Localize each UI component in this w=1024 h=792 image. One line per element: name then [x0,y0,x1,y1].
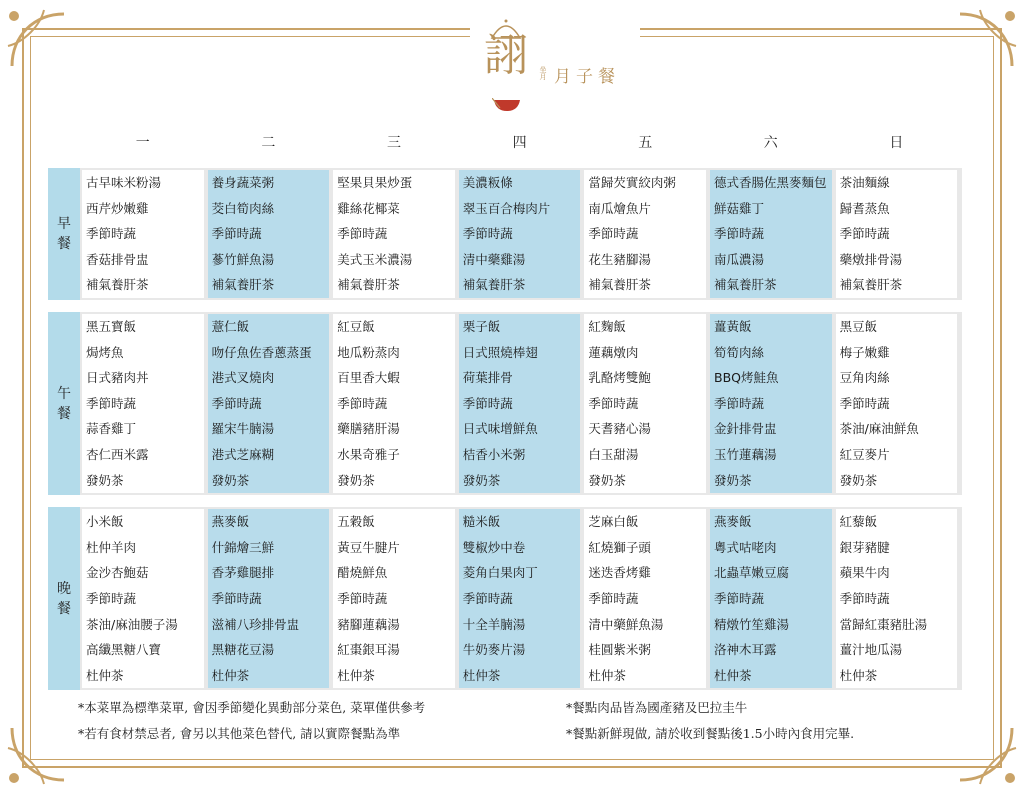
dish-cell: 地瓜粉蒸肉 [337,344,400,360]
dish-cell: 季節時蔬 [714,395,765,411]
dish-cell: 季節時蔬 [839,590,890,606]
day-column [208,170,330,298]
dish-cell: 當歸紅棗豬肚湯 [839,616,928,632]
note-meat-origin: *餐點肉品皆為國產豬及巴拉圭牛 [566,700,748,715]
day-column [333,314,455,493]
dish-cell: 補氣養肝茶 [86,277,149,293]
meal-section [48,507,962,690]
meal-label: 早 餐 [48,168,80,300]
day-column [459,170,581,298]
bowl-icon [492,98,522,112]
dish-cell: 季節時蔬 [714,226,765,242]
note-standard-menu: *本菜單為標準菜單, 會因季節變化異動部分菜色, 菜單僅供參考 [78,700,426,715]
dish-cell: 蔘竹鮮魚湯 [211,251,275,267]
dish-cell: 杜仲茶 [462,667,501,683]
dish-cell: 季節時蔬 [337,395,388,411]
dish-cell: 桂圓紫米粥 [588,642,651,658]
dish-cell: 筍筍肉絲 [714,344,765,360]
dish-cell: 黑糖花豆湯 [211,642,275,658]
dish-cell: 杜仲茶 [714,667,752,683]
dish-cell: 紅豆飯 [337,319,375,334]
dish-cell: 杜仲茶 [337,667,375,683]
dish-cell: 季節時蔬 [462,590,513,606]
dish-cell: 豆角肉絲 [839,370,890,386]
day-header: 六 [763,135,778,151]
dish-cell: 南瓜燴魚片 [588,200,651,216]
dish-cell: 香茅雞腿排 [211,565,275,581]
day-column [710,509,832,688]
dish-cell: 季節時蔬 [462,395,513,411]
dish-cell: 補氣養肝茶 [588,277,651,293]
day-header: 一 [135,135,150,151]
dish-cell: 紅麴飯 [588,319,626,334]
dish-cell: 迷迭香烤雞 [588,565,651,581]
dish-cell: 蓮藕燉肉 [588,344,639,360]
dish-cell: 乳酪烤雙鮑 [588,370,651,386]
dish-cell: 紅棗銀耳湯 [337,642,400,658]
dish-cell: 杜仲羊肉 [86,539,137,555]
dish-cell: 黑五寶飯 [86,319,137,334]
dish-cell: 羅宋牛腩湯 [211,421,275,437]
dish-cell: 發奶茶 [462,472,501,488]
dish-cell: 焗烤魚 [86,344,124,360]
dish-cell: 醋燒鮮魚 [337,565,388,581]
dish-cell: BBQ烤鮭魚 [714,370,779,386]
dish-cell: 水果奇雅子 [337,446,400,462]
dish-cell: 發奶茶 [211,472,250,488]
day-header: 二 [261,135,276,151]
dish-cell: 發奶茶 [86,472,124,488]
day-header: 三 [386,135,401,151]
dish-cell: 季節時蔬 [86,395,137,411]
dish-cell: 德式香腸佐黑麥麵包 [714,175,827,190]
dish-cell: 薏仁飯 [211,319,250,334]
dish-cell: 燕麥飯 [714,514,752,530]
dish-cell: 金沙杏鮑菇 [86,565,149,581]
dish-cell: 豬腳蓮藕湯 [337,616,400,632]
dish-cell: 雙椒炒中卷 [462,539,526,555]
day-column [710,170,832,298]
day-column [836,170,958,298]
dish-cell: 季節時蔬 [86,590,137,606]
dish-cell: 高纖黑糖八寶 [86,642,162,658]
dish-cell: 季節時蔬 [588,226,639,242]
dish-cell: 茶油/麻油鮮魚 [839,421,919,437]
dish-cell: 季節時蔬 [211,590,262,606]
dish-cell: 粵式咕咾肉 [714,539,777,555]
day-column [333,509,455,688]
dish-cell: 當歸芡實絞肉粥 [588,175,676,190]
dish-cell: 鮮菇雞丁 [714,200,765,216]
dish-cell: 發奶茶 [337,472,375,488]
dish-cell: 補氣養肝茶 [714,277,777,293]
dish-cell: 滋補八珍排骨盅 [211,616,300,632]
dish-cell: 紅藜飯 [839,514,878,530]
dish-cell: 美濃粄條 [462,175,513,190]
dish-cell: 黃豆牛腱片 [337,539,400,555]
weekly-menu-table [48,118,962,690]
dish-cell: 港式叉燒肉 [211,370,275,386]
dish-cell: 雞絲花椰菜 [337,200,400,216]
dish-cell: 燕麥飯 [211,514,250,530]
dish-cell: 銀芽豬腱 [839,539,890,555]
dish-cell: 玉竹蓮藕湯 [714,446,777,462]
day-column [584,314,706,493]
dish-cell: 杏仁西米露 [86,446,149,462]
dish-cell: 茭白筍肉絲 [211,200,275,216]
dish-cell: 桔香小米粥 [462,446,526,462]
day-column [710,314,832,493]
dish-cell: 補氣養肝茶 [839,277,903,293]
day-column [584,170,706,298]
logo-subtitle: 坐月 [539,66,547,80]
brand-logo [470,14,640,114]
dish-cell: 藥燉排骨湯 [839,251,903,267]
day-column [208,314,330,493]
corner-ornament-icon [4,6,74,76]
dish-cell: 發奶茶 [714,472,752,488]
dish-cell: 日式豬肉丼 [86,370,149,386]
dish-cell: 季節時蔬 [839,395,890,411]
dish-cell: 西芹炒嫩雞 [86,200,149,216]
page-title: 月子餐 [554,67,620,87]
day-column [82,170,204,298]
day-header: 五 [638,135,653,151]
dish-cell: 香菇排骨盅 [86,251,149,267]
dish-cell: 紅燒獅子頭 [588,539,651,555]
dish-cell: 天耆豬心湯 [588,421,651,437]
dish-cell: 栗子飯 [462,319,501,334]
dish-cell: 杜仲茶 [86,667,124,683]
dish-cell: 茶油/麻油腰子湯 [86,616,178,632]
dish-cell: 杜仲茶 [588,667,626,683]
note-consume-time: *餐點新鮮現做, 請於收到餐點後1.5小時內食用完畢. [566,726,855,741]
dish-cell: 精燉竹笙雞湯 [714,616,790,632]
dish-cell: 季節時蔬 [86,226,137,242]
dish-cell: 日式味增鮮魚 [462,421,538,437]
dish-cell: 紅豆麥片 [839,446,890,462]
dish-cell: 南瓜濃湯 [714,251,765,267]
dish-cell: 翠玉百合梅肉片 [462,200,551,216]
dish-cell: 季節時蔬 [588,395,639,411]
dish-cell: 茶油麵線 [839,175,890,190]
dish-cell: 蘋果牛肉 [839,565,890,581]
dish-cell: 古早味米粉湯 [86,175,162,190]
dish-cell: 什錦燴三鮮 [211,539,275,555]
day-header: 四 [512,135,527,151]
corner-ornament-icon [4,718,74,788]
dish-cell: 梅子嫩雞 [839,344,890,360]
dish-cell: 養身蔬菜粥 [211,175,275,190]
dish-cell: 十全羊腩湯 [462,616,526,632]
dish-cell: 清中藥雞湯 [462,251,526,267]
dish-cell: 小米飯 [86,514,124,530]
meal-label: 晚 餐 [48,507,80,690]
dish-cell: 日式照燒棒翅 [462,344,538,360]
dish-cell: 杜仲茶 [839,667,878,683]
note-food-restriction: *若有食材禁忌者, 會另以其他菜色替代, 請以實際餐點為準 [78,726,401,741]
dish-cell: 季節時蔬 [462,226,513,242]
dish-cell: 杜仲茶 [211,667,250,683]
day-header: 日 [889,135,904,151]
dish-cell: 季節時蔬 [211,395,262,411]
meal-label: 午 餐 [48,312,80,495]
day-column [459,314,581,493]
dish-cell: 吻仔魚佐香蔥蒸蛋 [211,344,312,360]
day-column [82,314,204,493]
dish-cell: 發奶茶 [588,472,626,488]
logo-character: 詡 [484,30,528,81]
dish-cell: 荷葉排骨 [462,370,513,386]
day-column [459,509,581,688]
dish-cell: 蒜香雞丁 [86,421,137,437]
dish-cell: 發奶茶 [839,472,878,488]
dish-cell: 補氣養肝茶 [462,277,526,293]
dish-cell: 季節時蔬 [714,590,765,606]
day-column [836,509,958,688]
day-column [82,509,204,688]
dish-cell: 五穀飯 [337,514,375,530]
dish-cell: 季節時蔬 [337,590,388,606]
dish-cell: 季節時蔬 [588,590,639,606]
dish-cell: 清中藥鮮魚湯 [588,616,664,632]
dish-cell: 北蟲草嫩豆腐 [714,565,790,581]
dish-cell: 堅果貝果炒蛋 [337,175,413,190]
dish-cell: 白玉甜湯 [588,446,639,462]
dish-cell: 薑黃飯 [714,319,752,334]
day-column [208,509,330,688]
dish-cell: 薑汁地瓜湯 [839,642,903,658]
meal-section [48,168,962,300]
corner-ornament-icon [950,6,1020,76]
dish-cell: 歸耆蒸魚 [839,200,890,216]
dish-cell: 補氣養肝茶 [337,277,400,293]
corner-ornament-icon [950,718,1020,788]
day-column [836,314,958,493]
dish-cell: 金針排骨盅 [714,421,777,437]
dish-cell: 芝麻白飯 [588,514,639,530]
dish-cell: 補氣養肝茶 [211,277,275,293]
dish-cell: 季節時蔬 [839,226,890,242]
dish-cell: 季節時蔬 [337,226,388,242]
dish-cell: 糙米飯 [462,514,501,530]
day-column [333,170,455,298]
dish-cell: 百里香大蝦 [337,370,400,386]
dish-cell: 港式芝麻糊 [211,446,275,462]
day-column [584,509,706,688]
dish-cell: 洛神木耳露 [714,642,777,658]
dish-cell: 菱角白果肉丁 [462,565,538,581]
dish-cell: 美式玉米濃湯 [337,251,413,267]
meal-section [48,312,962,495]
dish-cell: 季節時蔬 [211,226,262,242]
dish-cell: 花生豬腳湯 [588,251,651,267]
dish-cell: 牛奶麥片湯 [462,642,526,658]
dish-cell: 藥膳豬肝湯 [337,421,400,437]
dish-cell: 黑豆飯 [839,319,878,334]
